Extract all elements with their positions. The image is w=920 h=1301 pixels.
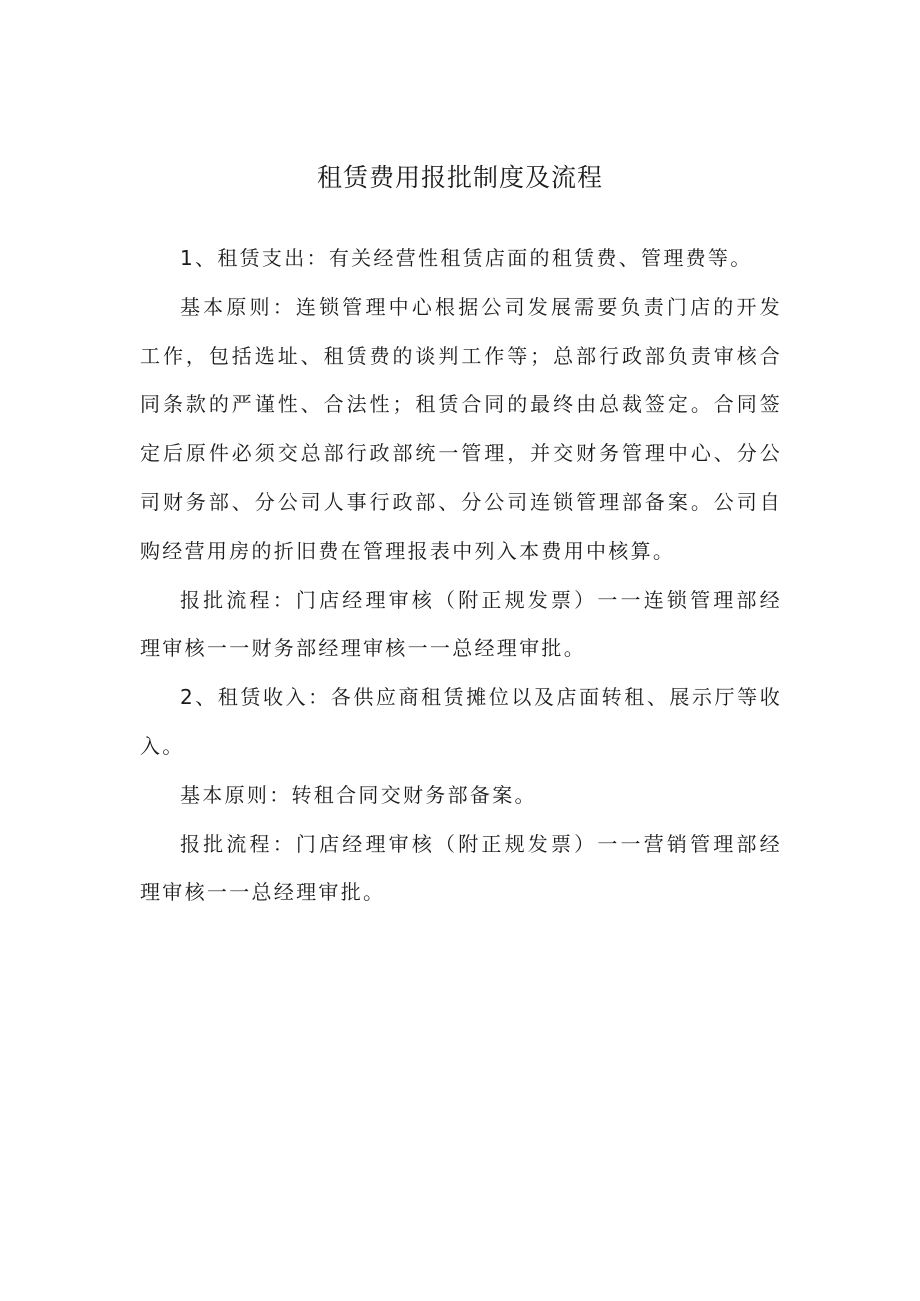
paragraph-expense-approval-flow: 报批流程：门店经理审核（附正规发票）一一连锁管理部经理审核一一财务部经理审核一一总经理审批。 (140, 587, 782, 661)
paragraph-rental-expense: 1、租赁支出：有关经营性租赁店面的租赁费、管理费等。 (180, 246, 753, 270)
document-body (140, 234, 782, 917)
paragraph-income-approval-flow: 报批流程：门店经理审核（附正规发票）一一营销管理部经理审核一一总经理审批。 (140, 831, 782, 905)
paragraph-rental-income: 2、租赁收入：各供应商租赁摊位以及店面转租、展示厅等收入。 (140, 685, 782, 758)
document-title: 租赁费用报批制度及流程 (316, 163, 603, 192)
paragraph-income-principle: 基本原则：转租合同交财务部备案。 (180, 782, 537, 807)
paragraph-expense-principle: 基本原则：连锁管理中心根据公司发展需要负责门店的开发工作，包括选址、租赁费的谈判工作等；总部行政部负责审核合同条款的严谨性、合法性；租赁合同的最终由总裁签定。合同签定后原件必须交总部行政部统一管理，并交财务管理中心、分公司财务部、分公司人事行政部、分公司连锁管理部备案。公司自购经营用房的折旧费在管理报表中列入本费用中核算。 (140, 294, 782, 563)
